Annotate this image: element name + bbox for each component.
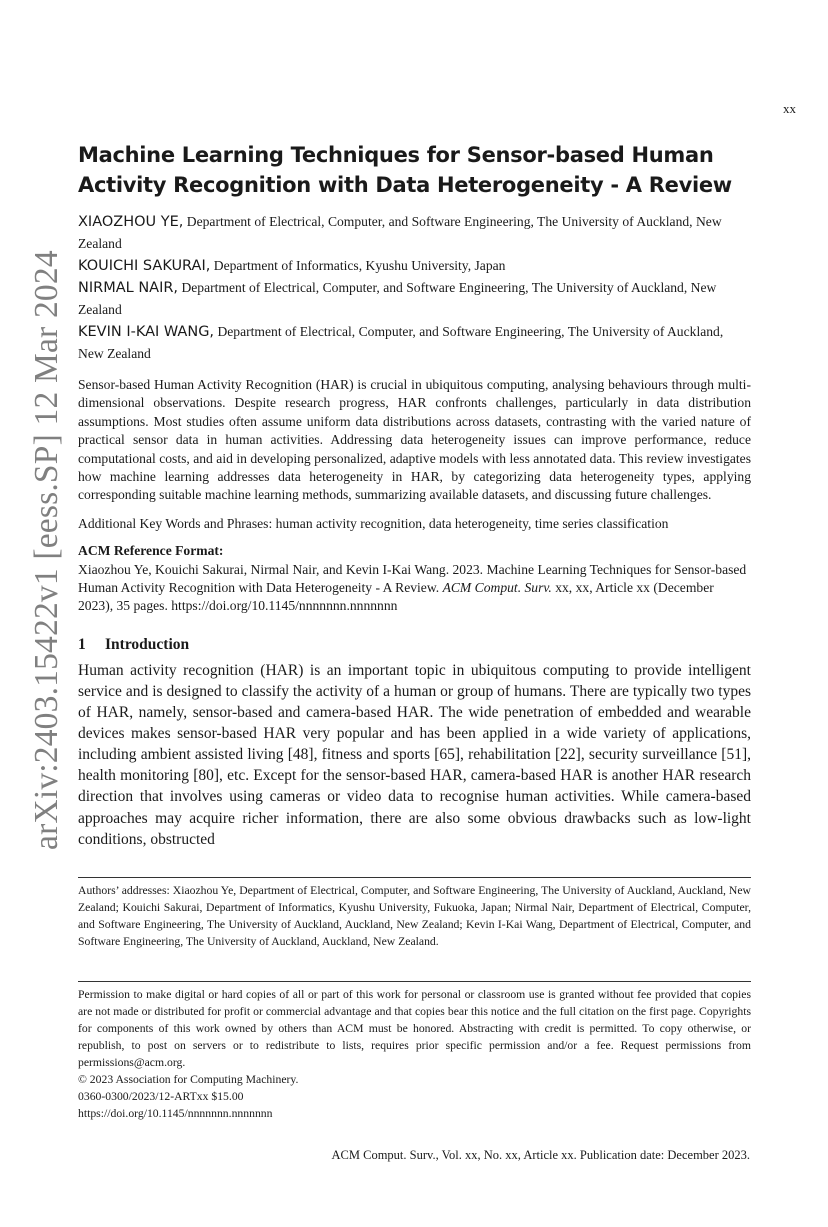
abstract: Sensor-based Human Activity Recognition (HAR) is crucial in ubiquitous computing, analysing behaviours through multi-dimensional observations. Despite research progress, HAR confronts challenges, particularly in data distribution assumptions. Most studies often assume uniform data distributions across datasets, contrasting with the varied nature of practical sensor data in human activities. Addressing data heterogeneity issues can improve performance, reduce computational costs, and aid in developing personalized, adaptive models with less annotated data. This review investigates how machine learning addresses data heterogeneity in HAR, by categorizing data heterogeneity types, applying corresponding suitable machine learning methods, summarizing available datasets, and discussing future challenges. <box>78 377 751 503</box>
acm-reference-text-end: xx, xx, Article xx (December 2023), 35 pages. https://doi.org/10.1145/nnnnnnn.nnnnnnn <box>78 580 714 614</box>
copyright-line: © 2023 Association for Computing Machinery. <box>78 1073 299 1086</box>
acm-reference-heading: ACM Reference Format: <box>78 543 224 559</box>
introduction-text: Human activity recognition (HAR) is an important topic in ubiquitous computing to provide intelligent service and is designed to classify the activity of a human or group of humans. There are typically two types of HAR, namely, sensor-based and camera-based HAR. The wide penetration of embedded and wearable devices makes sensor-based HAR very popular and has been applied in a wide variety of applications, including ambient assisted living [48], fitness and sports [65], rehabilitation [22], security surveillance [51], health monitoring [80], etc. Except for the sensor-based HAR, camera-based HAR is another HAR research direction that involves using cameras or video data to recognise human activities. While camera-based approaches may acquire richer information, there are also some obvious drawbacks such as low-light conditions, obstructed <box>78 661 751 848</box>
author-entry <box>78 277 751 321</box>
page-number: xx <box>783 101 796 116</box>
section-heading <box>78 634 751 656</box>
paper-title: Machine Learning Techniques for Sensor-based Human Activity Recognition with Data Heterogeneity - A Review <box>78 143 732 197</box>
author-name: KEVIN I-KAI WANG, <box>78 324 215 340</box>
paper-content <box>78 140 751 850</box>
author-entry <box>78 321 751 365</box>
permission-divider <box>78 981 751 982</box>
section-number: 1 <box>78 635 86 653</box>
acm-reference <box>78 561 751 616</box>
author-affiliation: Department of Informatics, Kyushu University, Japan <box>210 258 506 273</box>
doi-link[interactable]: https://doi.org/10.1145/nnnnnnn.nnnnnnn <box>78 1107 273 1120</box>
author-name: KOUICHI SAKURAI, <box>78 258 211 274</box>
authors-addresses: Authors’ addresses: Xiaozhou Ye, Department of Electrical, Computer, and Software Engineering, The University of Auckland, Auckland, New Zealand; Kouichi Sakurai, Department of Informatics, Kyushu University, Fukuoka, Japan; Nirmal Nair, Department of Electrical, Computer, and Software Engineering, The University of Auckland, Auckland, New Zealand; Kevin I-Kai Wang, Department of Electrical, Computer, and Software Engineering, The University of Auckland, Auckland, New Zealand. <box>78 884 751 948</box>
author-entry <box>78 211 751 255</box>
author-affiliation: Department of Electrical, Computer, and Software Engineering, The University of Auckland, New Zealand <box>78 214 722 251</box>
author-name: NIRMAL NAIR, <box>78 280 179 296</box>
section-title: Introduction <box>105 635 190 653</box>
author-list <box>78 211 751 365</box>
permission-block <box>78 986 751 1122</box>
running-footer: ACM Comput. Surv., Vol. xx, No. xx, Article xx. Publication date: December 2023. <box>331 1148 750 1162</box>
permission-text: Permission to make digital or hard copies of all or part of this work for personal or classroom use is granted without fee provided that copies are not made or distributed for profit or commercial advantage and that copies bear this notice and the full citation on the first page. Copyrights for components of this work owned by others than ACM must be honored. Abstracting with credit is permitted. To copy otherwise, or republish, to post on servers or to redistribute to lists, requires prior specific permission and/or a fee. Request permissions from permissions@acm.org. <box>78 988 751 1069</box>
author-affiliation: Department of Electrical, Computer, and Software Engineering, The University of Auckland, New Zealand <box>78 324 724 361</box>
keywords: Additional Key Words and Phrases: human activity recognition, data heterogeneity, time series classification <box>78 515 669 531</box>
author-entry <box>78 255 751 277</box>
author-affiliation: Department of Electrical, Computer, and Software Engineering, The University of Auckland, New Zealand <box>78 280 717 317</box>
arxiv-stamp: arXiv:2403.15422v1 [eess.SP] 12 Mar 2024 <box>28 250 65 850</box>
acm-reference-text: Xiaozhou Ye, Kouichi Sakurai, Nirmal Nair, and Kevin I-Kai Wang. 2023. Machine Learning Techniques for Sensor-based Human Activity Recognition with Data Heterogeneity - A Review. <box>78 561 747 596</box>
acm-reference-journal: ACM Comput. Surv. <box>442 580 552 596</box>
issn-line: 0360-0300/2023/12-ARTxx $15.00 <box>78 1090 244 1103</box>
author-name: XIAOZHOU YE, <box>78 214 184 230</box>
footnote-divider <box>78 877 751 878</box>
